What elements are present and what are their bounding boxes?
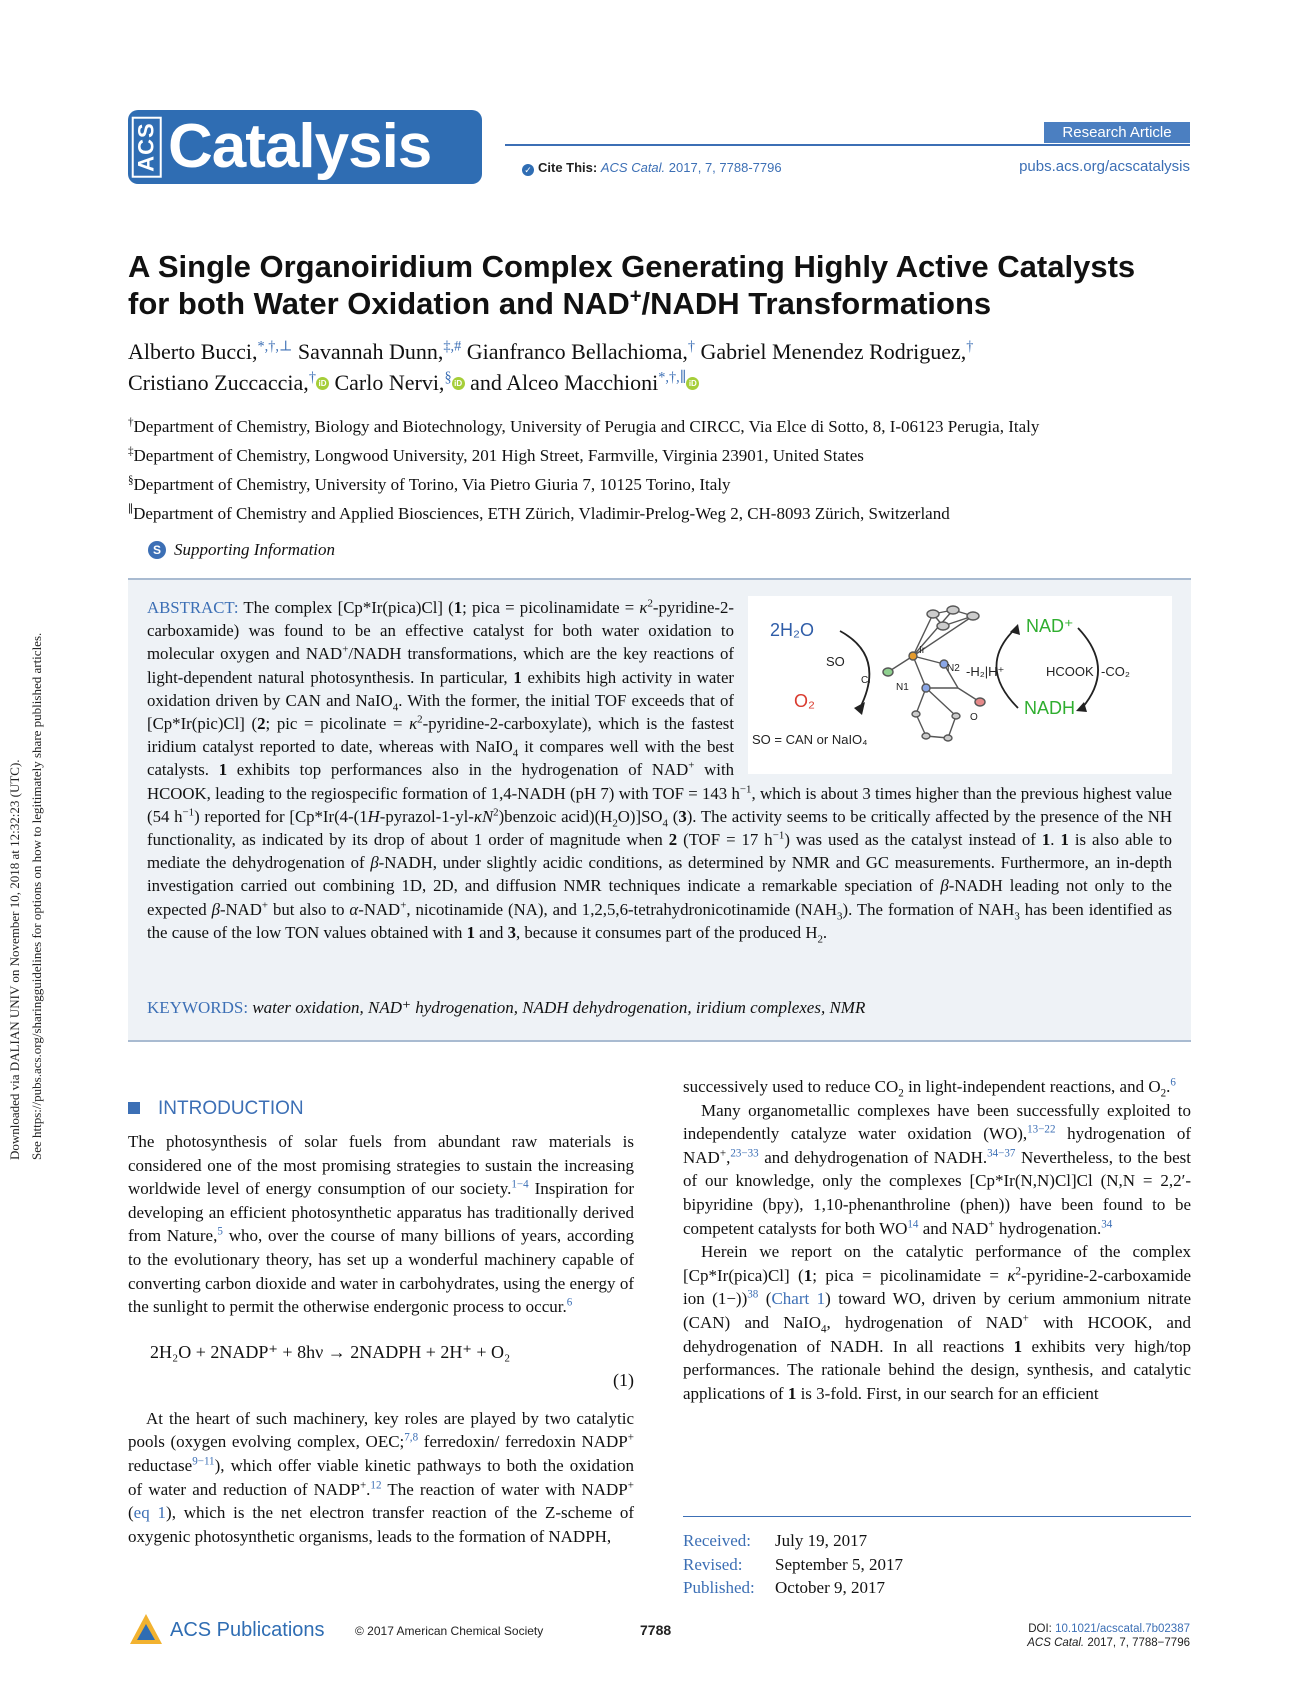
- section-heading: INTRODUCTION: [128, 1098, 634, 1120]
- abstract-label: ABSTRACT:: [147, 598, 239, 617]
- supporting-information-link[interactable]: S Supporting Information: [148, 540, 335, 560]
- toc-arrow-left: [840, 631, 869, 708]
- equation-link[interactable]: eq 1: [133, 1503, 167, 1523]
- paragraph: At the heart of such machinery, key roles are played by two catalytic pools (oxygen evolving complex, OEC;$^{7,8}$ ferredoxin/ ferredoxin NADP+ reductase$^{9-11}$), which offer viable kinetic pathways to both the oxidation of water and reduction of NADP+.$^{12}$ The reaction of water with NADP+ (eq 1), which is the net electron transfer reaction of the Z-scheme of oxygenic photosynthetic organisms, leads to the formation of NADPH,: [128, 1408, 634, 1546]
- ref-link[interactable]: 14: [907, 1217, 919, 1230]
- acs-publications-logo[interactable]: [128, 1612, 325, 1648]
- ref-link[interactable]: 6: [1170, 1076, 1176, 1089]
- date-row: Revised: September 5, 2017: [683, 1554, 903, 1574]
- toc-so: SO: [826, 654, 845, 669]
- toc-scheme-svg: [748, 596, 1172, 774]
- doi-link[interactable]: 10.1021/acscatal.7b02387: [1055, 1623, 1190, 1635]
- ref-link[interactable]: 38: [747, 1288, 759, 1301]
- header-rule: [505, 144, 1190, 146]
- ref-link[interactable]: 9−11: [192, 1455, 215, 1468]
- cite-journal[interactable]: ACS Catal.: [600, 160, 666, 175]
- article-type-badge: Research Article: [1044, 122, 1190, 143]
- section-square-icon: [128, 1102, 140, 1114]
- author-name[interactable]: Cristiano Zuccaccia,: [128, 370, 309, 395]
- toc-cl: Cl: [861, 675, 871, 686]
- date-row: Received: July 19, 2017: [683, 1531, 868, 1550]
- body-right-column: [683, 1075, 1191, 1405]
- cite-label: Cite This:: [538, 160, 598, 175]
- title-line2: for both Water Oxidation and NAD+/NADH Transformations: [128, 285, 992, 321]
- affiliations: [128, 412, 1198, 528]
- affiliation: ‡Department of Chemistry, Longwood University, 201 High Street, Farmville, Virginia 23901, United States: [128, 445, 864, 465]
- author-name[interactable]: Carlo Nervi,: [334, 370, 445, 395]
- paragraph: The photosynthesis of solar fuels from abundant raw materials is considered one of the most promising strategies to sustain the increasing worldwide level of energy consumption of our society.$^{1-4}$ Inspiration for developing an efficient photosynthetic apparatus has traditionally derived from Nature,$^5$ who, over the course of many billions of years, according to the evolutionary theory, has set up a wonderful machinery capable of converting carbon dioxide and water in carbohydrates, using the energy of the sunlight to permit the otherwise endergonic process to occur.$^6$: [128, 1132, 634, 1317]
- author-name[interactable]: and Alceo Macchioni: [470, 370, 659, 395]
- download-note-line1: Downloaded via DALIAN UNIV on November 10, 2018 at 12:32:23 (UTC).: [7, 759, 22, 1160]
- toc-ir: Ir: [919, 645, 926, 656]
- toc-o2: O₂: [794, 691, 815, 711]
- equation-expression: 2H₂O + 2NADP⁺ + 8hν → 2NADPH + 2H⁺ + O₂: [150, 1341, 511, 1362]
- logo-acs: ACS: [132, 116, 162, 177]
- affiliation: †Department of Chemistry, Biology and Biotechnology, University of Perugia and CIRCC, Via Elce di Sotto, 8, I-06123 Perugia, Italy: [128, 416, 1040, 436]
- paragraph: successively used to reduce $CO_2$ in light-independent reactions, and $O_2.^6$: [683, 1076, 1176, 1100]
- toc-hcook: HCOOK: [1046, 664, 1094, 679]
- affiliation: §Department of Chemistry, University of Torino, Via Pietro Giuria 7, 10125 Torino, Italy: [128, 474, 731, 494]
- title-line1: A Single Organoiridium Complex Generating Highly Active Catalysts: [128, 249, 1136, 284]
- toc-n1: N1: [896, 682, 909, 693]
- journal-url[interactable]: pubs.acs.org/acscatalysis: [1019, 158, 1190, 175]
- doi-block: DOI: 10.1021/acscatal.7b02387 ACS Catal. 2017, 7, 7788−7796: [1027, 1623, 1190, 1649]
- author-marks[interactable]: *,†,∥: [658, 369, 687, 386]
- orcid-icon[interactable]: iD: [686, 377, 699, 390]
- ref-link[interactable]: 34: [1101, 1217, 1113, 1230]
- paragraph: Herein we report on the catalytic performance of the complex [Cp*Ir(pica)Cl] (1; pica = picolinamidate = $\kappa^2-pyridine-2$-carboxamide ion (1−))$^{38}$ (Chart 1) toward WO, driven by cerium ammonium nitrate (CAN) and NaIO$_4$, hydrogenation of NAD+ with HCOOK, and dehydrogenation of NADH. In all reactions 1 exhibits very high/top performances. The rationale behind the design, synthesis, and catalytic applications of 1 is 3-fold. First, in our search for an efficient: [683, 1242, 1192, 1403]
- acs-triangle-icon: [128, 1612, 164, 1648]
- author-name[interactable]: Savannah Dunn,: [297, 339, 444, 364]
- toc-n2: N2: [947, 663, 960, 674]
- download-note-line2: See https://pubs.acs.org/sharingguidelines for options on how to legitimately share published articles.: [29, 632, 44, 1160]
- author-marks[interactable]: †: [308, 369, 316, 386]
- orcid-icon[interactable]: iD: [316, 377, 329, 390]
- author-marks[interactable]: *,†,⊥: [257, 338, 293, 355]
- author-list: [128, 336, 1198, 398]
- copyright: © 2017 American Chemical Society: [355, 1624, 544, 1638]
- toc-so-def: SO = CAN or NaIO₄: [752, 732, 868, 747]
- toc-graphic[interactable]: [748, 596, 1172, 774]
- journal-logo[interactable]: [128, 110, 482, 184]
- toc-o: O: [970, 712, 978, 723]
- affiliation: ∥Department of Chemistry and Applied Biosciences, ETH Zürich, Vladimir-Prelog-Weg 2, CH-8093 Zürich, Switzerland: [128, 503, 950, 523]
- toc-h2o: 2H₂O: [770, 620, 814, 640]
- body-left-column: [128, 1098, 634, 1548]
- keywords: [147, 998, 1172, 1018]
- equation-number: (1): [613, 1369, 634, 1390]
- ref-link[interactable]: 6: [566, 1296, 573, 1309]
- author-marks[interactable]: ‡,#: [443, 338, 462, 355]
- author-name[interactable]: Gianfranco Bellachioma,: [466, 339, 688, 364]
- article-title: [128, 248, 1198, 322]
- ref-link[interactable]: 1−4: [511, 1178, 529, 1191]
- download-note: [4, 500, 48, 1160]
- toc-nad-plus: NAD⁺: [1026, 616, 1074, 636]
- cite-ref[interactable]: 2017, 7, 7788-7796: [668, 160, 782, 175]
- paragraph: Many organometallic complexes have been successfully exploited to independently catalyze water oxidation (WO),$^{13-22}$ hydrogenation of NAD+,$^{23-33}$ and dehydrogenation of NADH.$^{34-37}$ Nevertheless, to the best of our knowledge, only the complexes [Cp*Ir(N,N)Cl]Cl (N,N = 2,2′-bipyridine (bpy), 1,10-phenanthroline (phen)) have been found to be competent catalysts for both WO$^{14}$ and NAD+ hydrogenation.$^{34}$: [683, 1100, 1191, 1238]
- cite-this[interactable]: [522, 160, 782, 176]
- ref-link[interactable]: 5: [217, 1225, 223, 1238]
- page-number: 7788: [640, 1622, 672, 1638]
- toc-nadh: NADH: [1024, 698, 1076, 718]
- toc-co2: -CO₂: [1101, 664, 1130, 679]
- author-name[interactable]: Alberto Bucci,: [128, 339, 258, 364]
- ref-link[interactable]: 7,8: [404, 1431, 419, 1444]
- date-row: Published: October 9, 2017: [683, 1578, 886, 1597]
- chart-link[interactable]: Chart 1: [771, 1289, 826, 1309]
- orcid-icon[interactable]: iD: [452, 377, 465, 390]
- toc-h2h: -H₂|H⁺: [966, 664, 1005, 679]
- author-marks[interactable]: †: [966, 338, 974, 355]
- logo-word: Catalysis: [168, 112, 432, 181]
- equation-1: [128, 1333, 634, 1403]
- author-marks[interactable]: †: [687, 338, 696, 355]
- article-dates: [683, 1516, 1191, 1600]
- keywords-label: KEYWORDS:: [147, 998, 249, 1017]
- ref-link[interactable]: 13−22: [1027, 1123, 1056, 1136]
- ref-link[interactable]: 23−33: [730, 1147, 759, 1160]
- author-marks[interactable]: §: [444, 369, 452, 386]
- ref-link[interactable]: 34−37: [987, 1147, 1016, 1160]
- publisher-name: ACS Publications: [170, 1618, 325, 1641]
- abstract-text: 2H₂O SO O₂ SO = CAN or NaIO₄ Cl Ir N1 N2 O NAD⁺ NADH -H₂|H⁺ HCOOK -CO₂ ABSTRACT: The complex [Cp*Ir(pica)Cl] (1; pica = picolinamidate = $\kappa^2-pyridine-2-carboxamide$) was found to be an effective catalyst for both water oxidation to molecular oxygen and NAD+/NADH transformations, which are the key reactions of light-dependent natural photosynthesis. In particular, 1 exhibits high activity in water oxidation driven by CAN and NaIO$_4$. With the former, the initial TOF exceeds that of [Cp*Ir(pic)Cl] (2; pic = picolinate = $\kappa^2-pyridine-2-carboxylate$), which is the fastest iridium catalyst reported to date, whereas with NaIO$_4$ it compares well with the best catalysts. 1 exhibits top performances also in the hydrogenation of NAD+ with HCOOK, leading to the regiospecific formation of 1,4-NADH (pH 7) with TOF = 143 $h^{-1}$, which is about 3 times higher than the previous highest value (54 $h^{-1}$) reported for [$Cp*Ir(4-(1H-pyrazol-1-yl-\kappa N^2)benzoic$ $acid)(H_2O)]SO_4$ (3). The activity seems to be critically affected by the presence of the NH functionality, as indicated by its drop of about 1 order of magnitude when 2 (TOF = 17 $h^{-1}$) was used as the catalyst instead of 1. 1 is also able to mediate the dehydrogenation of β-NADH, under slightly acidic conditions, as determined by NMR and GC measurements. Furthermore, an in-depth investigation carried out combining 1D, 2D, and diffusion NMR techniques indicate a remarkable speciation of β-NADH leading not only to the expected β-NAD+ but also to α-NAD+, nicotinamide (NA), and 1,2,5,6-tetrahydronicotinamide $(NAH_3)$. The formation of $NAH_3$ has been identified as the cause of the low TON values obtained with 1 and 3, because it consumes part of the produced $H_2$.: [147, 597, 1173, 946]
- ref-link[interactable]: 12: [370, 1478, 382, 1491]
- supporting-info-icon: S: [148, 541, 166, 559]
- check-icon: ✓: [522, 164, 534, 176]
- keywords-list: water oxidation, NAD⁺ hydrogenation, NADH dehydrogenation, iridium complexes, NMR: [252, 998, 866, 1017]
- author-name[interactable]: Gabriel Menendez Rodriguez,: [700, 339, 967, 364]
